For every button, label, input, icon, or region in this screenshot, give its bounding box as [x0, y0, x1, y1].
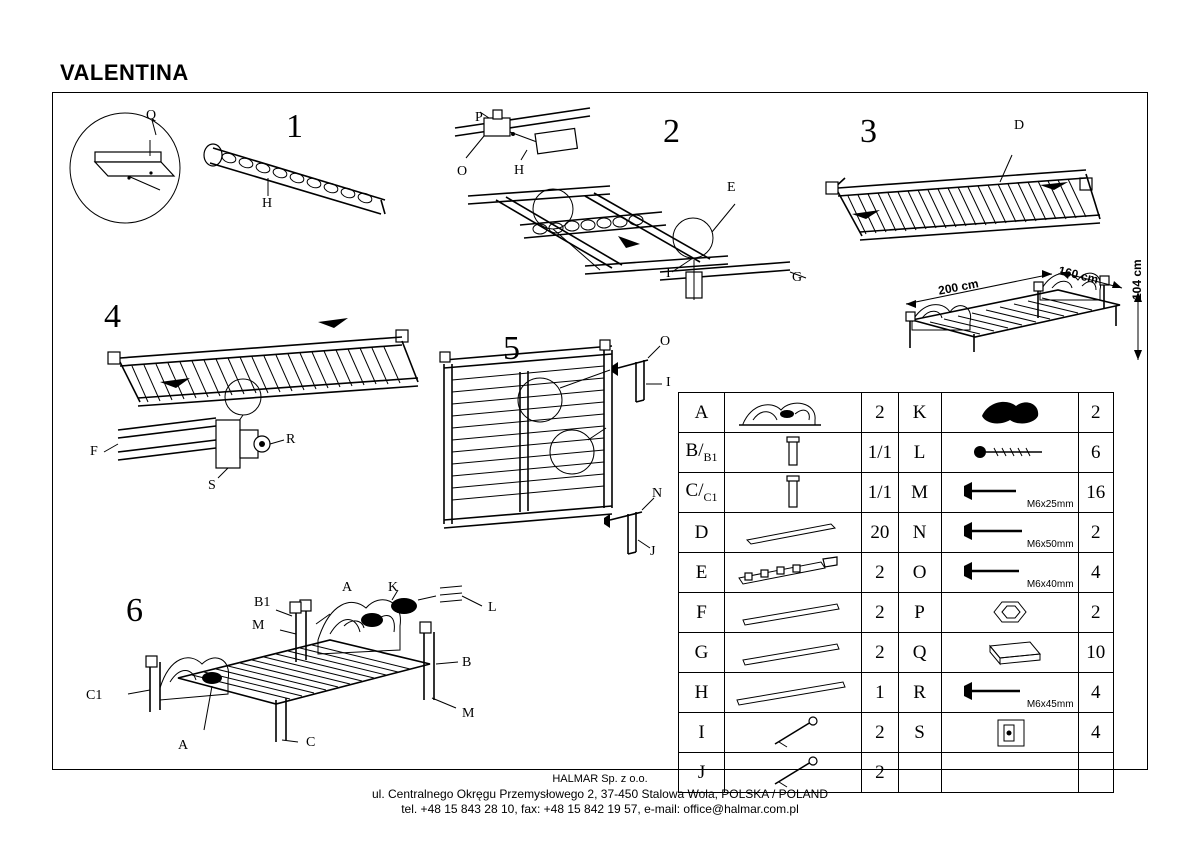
- slat-icon: [725, 514, 861, 551]
- screw-icon: [942, 434, 1078, 471]
- part-qty: 2: [862, 553, 899, 593]
- step-number-2: 2: [663, 113, 680, 150]
- side-rail-holder-icon: [725, 554, 861, 591]
- part-icon-pin-i: [725, 713, 862, 753]
- part-icon-felt-pad: [941, 633, 1078, 673]
- part-code: P: [898, 593, 941, 633]
- part-qty: 1/1: [862, 473, 899, 513]
- dimension-height: 104 cm: [1130, 259, 1144, 300]
- part-qty: 10: [1078, 633, 1113, 673]
- footer-address: ul. Centralnego Okręgu Przemysłowego 2, 37-450 Stalowa Wola, POLSKA / POLAND: [371, 787, 828, 801]
- table-row: [679, 633, 1114, 673]
- callout-h-step1: H: [262, 196, 273, 211]
- part-icon-bolt-m6x40: [941, 553, 1078, 593]
- callout-k-step6: K: [388, 580, 399, 595]
- part-code: K: [898, 393, 941, 433]
- callout-o-step2: O: [457, 164, 468, 179]
- step2-drawing: [455, 108, 806, 300]
- part-code: I: [679, 713, 725, 753]
- part-code: A: [679, 393, 725, 433]
- post-long-icon: [725, 474, 861, 511]
- part-qty: 2: [1078, 513, 1113, 553]
- part-qty: 16: [1078, 473, 1113, 513]
- part-code: E: [679, 553, 725, 593]
- part-qty: 1/1: [862, 433, 899, 473]
- callout-g-step2: G: [792, 270, 803, 285]
- pin-bolt-icon: [725, 714, 861, 751]
- part-spec: M6x45mm: [1026, 699, 1074, 710]
- dimension-width: 160 cm: [1056, 263, 1100, 287]
- callout-n-step5: N: [652, 486, 663, 501]
- part-qty: 2: [1078, 393, 1113, 433]
- callout-a-step6-top: A: [342, 580, 353, 595]
- part-code: F: [679, 593, 725, 633]
- callout-p-step2: P: [475, 110, 483, 125]
- table-row: [679, 393, 1114, 433]
- part-qty: 6: [1078, 433, 1113, 473]
- part-code: R: [898, 673, 941, 713]
- part-icon-headboard-ornament: [725, 393, 862, 433]
- part-qty: 2: [862, 633, 899, 673]
- part-code: S: [898, 713, 941, 753]
- bracket-plate-icon: [942, 714, 1078, 751]
- table-row: [679, 433, 1114, 473]
- callout-h-step2: H: [514, 163, 525, 178]
- part-code: H: [679, 673, 725, 713]
- part-qty: 2: [1078, 593, 1113, 633]
- dimension-length: 200 cm: [937, 276, 980, 298]
- step6-drawing: [128, 586, 482, 742]
- part-spec: M6x40mm: [1026, 579, 1074, 590]
- step-number-6: 6: [126, 592, 143, 629]
- post-short-icon: [725, 434, 861, 471]
- part-spec: M6x50mm: [1026, 539, 1074, 550]
- step-number-4: 4: [104, 298, 121, 335]
- table-row: [679, 593, 1114, 633]
- part-icon-post-short: [725, 433, 862, 473]
- callout-b1-step6: B1: [254, 595, 271, 610]
- part-code: M: [898, 473, 941, 513]
- callout-s-step4: S: [208, 478, 216, 493]
- callout-b-step6: B: [462, 655, 472, 670]
- part-code: J: [679, 753, 725, 793]
- table-row: [679, 673, 1114, 713]
- part-icon-decorative-rosette: [941, 393, 1078, 433]
- headboard-ornament-icon: [725, 394, 861, 431]
- part-icon-bolt-m6x25: [941, 473, 1078, 513]
- part-icon-side-rail-holder: [725, 553, 862, 593]
- part-code: $B/_{B1}$: [679, 433, 725, 473]
- table-row: [679, 713, 1114, 753]
- step-number-5: 5: [503, 330, 520, 367]
- footer: [0, 772, 1200, 817]
- part-qty: 1: [862, 673, 899, 713]
- part-icon-bolt-m6x45: [941, 673, 1078, 713]
- part-icon-hex-nut: [941, 593, 1078, 633]
- decorative-rosette-icon: [942, 394, 1078, 431]
- callout-d-step3: D: [1014, 118, 1025, 133]
- callout-l-step6: L: [488, 600, 497, 615]
- callout-e-step2: E: [727, 180, 736, 195]
- callout-f-step4: F: [90, 444, 98, 459]
- part-spec: M6x25mm: [1026, 499, 1074, 510]
- part-icon-bracket-plate: [941, 713, 1078, 753]
- part-code: N: [898, 513, 941, 553]
- part-icon-screw: [941, 433, 1078, 473]
- part-icon-bar-f: [725, 593, 862, 633]
- bar-medium-icon: [725, 594, 861, 631]
- callout-m-step6-left: M: [252, 618, 265, 633]
- part-qty: 2: [862, 753, 899, 793]
- callout-c-step6: C: [306, 735, 316, 750]
- part-icon-bar-long: [725, 673, 862, 713]
- step3-drawing: [826, 155, 1100, 240]
- callout-m-step6-right: M: [462, 706, 475, 721]
- part-code: L: [898, 433, 941, 473]
- part-qty: 4: [1078, 553, 1113, 593]
- part-qty: 20: [862, 513, 899, 553]
- callout-c1-step6: C1: [86, 688, 103, 703]
- table-row: [679, 513, 1114, 553]
- footer-company: HALMAR Sp. z o.o.: [552, 773, 648, 785]
- step4-drawing: [104, 318, 418, 478]
- page-title: VALENTINA: [60, 60, 189, 85]
- bar-long-icon: [725, 674, 861, 711]
- step-number-1: 1: [286, 108, 303, 145]
- callout-q-step1: Q: [146, 108, 157, 123]
- part-code: G: [679, 633, 725, 673]
- felt-pad-icon: [942, 634, 1078, 671]
- step-number-3: 3: [860, 113, 877, 150]
- part-qty: 2: [862, 593, 899, 633]
- hex-nut-icon: [942, 594, 1078, 631]
- part-icon-bolt-m6x50: [941, 513, 1078, 553]
- callout-j-step5: J: [650, 544, 656, 559]
- footer-contact: tel. +48 15 843 28 10, fax: +48 15 842 19 57, e-mail: office@halmar.com.pl: [401, 802, 799, 816]
- part-qty: 4: [1078, 673, 1113, 713]
- part-qty: 2: [862, 393, 899, 433]
- part-qty: 4: [1078, 713, 1113, 753]
- part-code: O: [898, 553, 941, 593]
- callout-a-step6-bottom: A: [178, 738, 189, 753]
- step5-drawing: [440, 340, 662, 554]
- callout-o-step5: O: [660, 334, 671, 349]
- table-row: [679, 553, 1114, 593]
- part-code: D: [679, 513, 725, 553]
- parts-table: [678, 392, 1114, 793]
- part-code: $C/_{C1}$: [679, 473, 725, 513]
- bar-medium-icon: [725, 634, 861, 671]
- callout-r-step4: R: [286, 432, 296, 447]
- part-icon-post-long: [725, 473, 862, 513]
- step1-drawing: [70, 113, 385, 223]
- table-row: [679, 473, 1114, 513]
- part-code: Q: [898, 633, 941, 673]
- part-icon-bar-g: [725, 633, 862, 673]
- part-qty: 2: [862, 713, 899, 753]
- callout-i-step2: I: [666, 266, 671, 281]
- callout-i-step5: I: [666, 375, 671, 390]
- part-icon-slat: [725, 513, 862, 553]
